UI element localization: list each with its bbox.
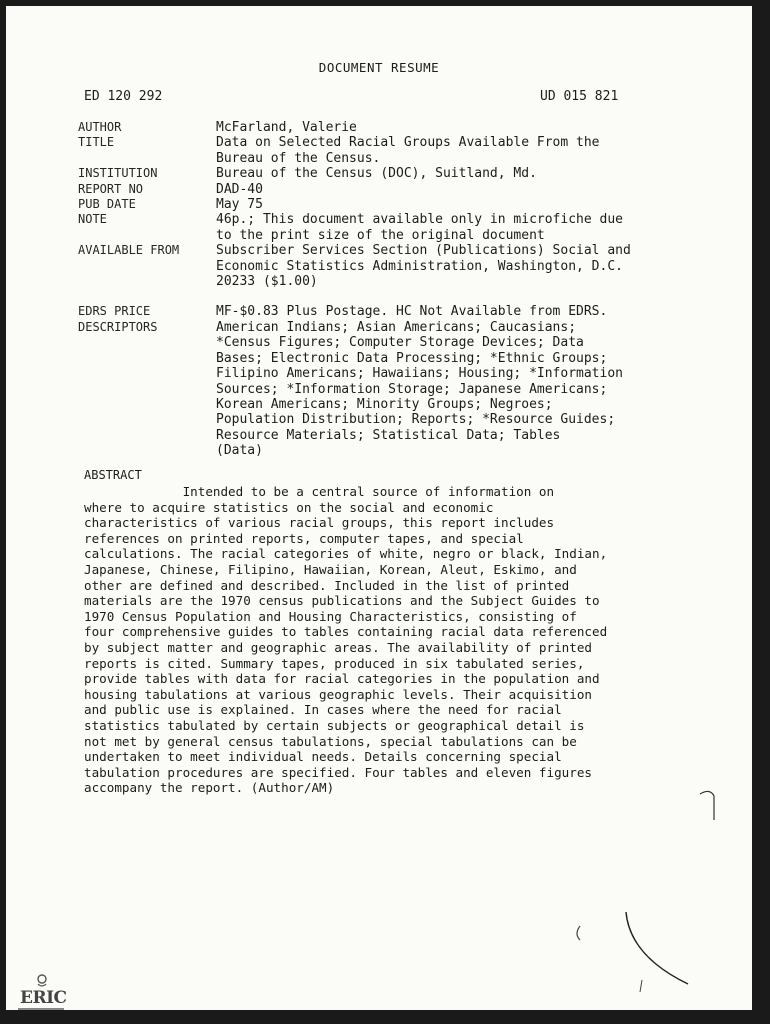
field-report-no [78,182,688,197]
document-page [6,6,752,1010]
field-value: May 75 [216,197,263,213]
document-title: DOCUMENT RESUME [318,60,440,75]
spacer [78,289,688,304]
field-note [78,212,688,243]
abstract-label: ABSTRACT [84,468,142,482]
field-value: DAD-40 [216,181,263,197]
field-institution [78,166,688,181]
field-label: REPORT NO [78,181,144,196]
field-label: AUTHOR [78,120,122,134]
abstract-text: Intended to be a central source of information on where to acquire statistics on the social and economic characteristics of various racial groups, this report includes references on printed reports, computer tapes, and special calculations. The racial categories of white, negro or black, Indian, Japanese, Chinese, Filipino, Hawaiian, Korean, Aleut, Eskimo, and other are defined and described. Included in the list of printed materials are the 1970 census publications and the Subject Guides to 1970 Census Population and Housing Characteristics, consisting of four comprehensive guides to tables containing racial data referenced by subject matter and geographic areas. The availability of printed reports is cited. Summary tapes, produced in six tabulated series, provide tables with data for racial categories in the population and housing tabulations at various geographic levels. Their acquisition and public use is explained. In cases where the need for racial statistics tabulated by certain subjects or geographical detail is not met by general census tabulations, special tabulations can be undertaken to meet individual needs. Details concerning special tabulation procedures are specified. Four tables and eleven figures accompany the report. (Author/AM) [84,484,608,796]
scan-mark-bottom [566,906,706,996]
field-label: PUB DATE [78,197,136,212]
field-label: NOTE [78,212,107,227]
ed-number: ED 120 292 [84,89,163,104]
ud-number: UD 015 821 [540,89,619,104]
field-descriptors [78,320,688,459]
field-value: Bureau of the Census (DOC), Suitland, Md. [216,166,537,182]
field-edrs-price [78,304,688,319]
field-value: Data on Selected Racial Groups Available From the Bureau of the Census. [216,135,600,166]
field-value: 46p.; This document available only in microfiche due to the print size of the original document [216,212,623,243]
field-value: MF-$0.83 Plus Postage. HC Not Available from EDRS. [216,304,608,320]
field-value: Subscriber Services Section (Publications) Social and Economic Statistics Administration, Washington, D.C. 20233 ($1.00) [216,243,631,290]
field-title [78,135,688,166]
logo-underline [18,1008,64,1010]
field-pub-date [78,197,688,212]
eric-logo-text: ERIC [20,988,67,1008]
field-label: EDRS PRICE [78,304,151,319]
field-author [78,120,688,135]
field-label: DESCRIPTORS [78,319,158,334]
field-label: AVAILABLE FROM [78,243,180,258]
metadata-fields [78,120,688,459]
field-available-from [78,243,688,289]
field-label: TITLE [78,135,115,150]
field-label: INSTITUTION [78,166,158,181]
field-value: American Indians; Asian Americans; Caucasians; *Census Figures; Computer Storage Devices; Data Bases; Electronic Data Processing; *Ethnic Groups; Filipino Americans; Hawaiians; Housing; *Information Sources; *Information Storage; Japanese Americans; Korean Americans; Minority Groups; Negroes; Population Distribution; Reports; *Resource Guides; Resource Materials; Statistical Data; Tables (Data) [216,319,623,459]
scan-mark-right [696,786,726,826]
field-value: McFarland, Valerie [216,120,357,135]
